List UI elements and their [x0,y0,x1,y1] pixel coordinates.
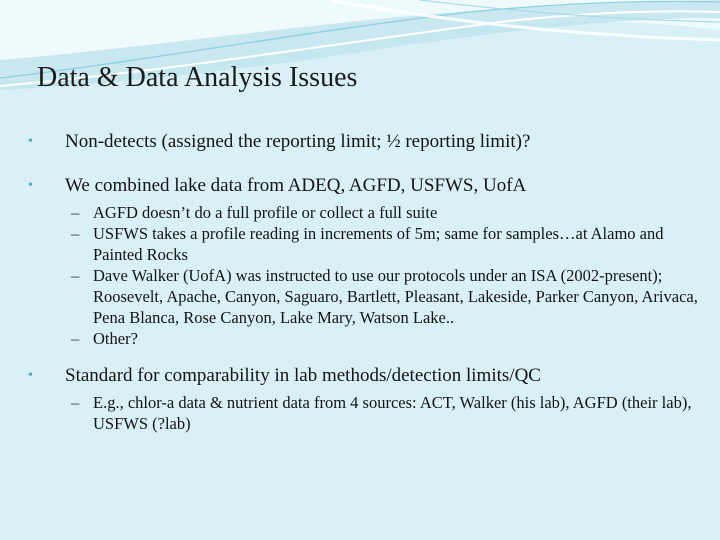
slide-title: Data & Data Analysis Issues [37,62,358,93]
sub-marker: – [71,393,80,412]
sub-marker: – [71,266,80,285]
bullet-item [28,130,698,154]
bullet-text: We combined lake data from ADEQ, AGFD, USFWS, UofA [65,175,527,196]
bullet-item [28,364,698,388]
sub-text: Other? [93,329,138,348]
sub-item [28,223,698,265]
sub-item [28,202,698,223]
bullet-marker: • [28,178,33,193]
sub-text: AGFD doesn’t do a full profile or collect a full suite [93,203,438,222]
sub-marker: – [71,224,80,243]
sub-item [28,328,698,349]
bullet-item [28,174,698,198]
sub-marker: – [71,203,80,222]
bullet-text: Non-detects (assigned the reporting limit; ½ reporting limit)? [65,131,531,152]
sub-item [28,392,698,434]
bullet-marker: • [28,134,33,149]
bullet-marker: • [28,368,33,383]
bullet-list [28,130,698,434]
sub-marker: – [71,329,80,348]
bullet-text: Standard for comparability in lab methods/detection limits/QC [65,365,541,386]
sub-text: Dave Walker (UofA) was instructed to use our protocols under an ISA (2002-present); Roosevelt, Apache, Canyon, Saguaro, Bartlett, Pleasant, Lakeside, Parker Canyon, Arivaca, Pena Blanca, Rose Canyon, Lake Mary, Watson Lake.. [93,266,698,327]
sub-text: E.g., chlor-a data & nutrient data from 4 sources: ACT, Walker (his lab), AGFD (their lab), USFWS (?lab) [93,393,692,433]
sub-text: USFWS takes a profile reading in increments of 5m; same for samples…at Alamo and Painted Rocks [93,224,664,264]
sub-item [28,265,698,328]
